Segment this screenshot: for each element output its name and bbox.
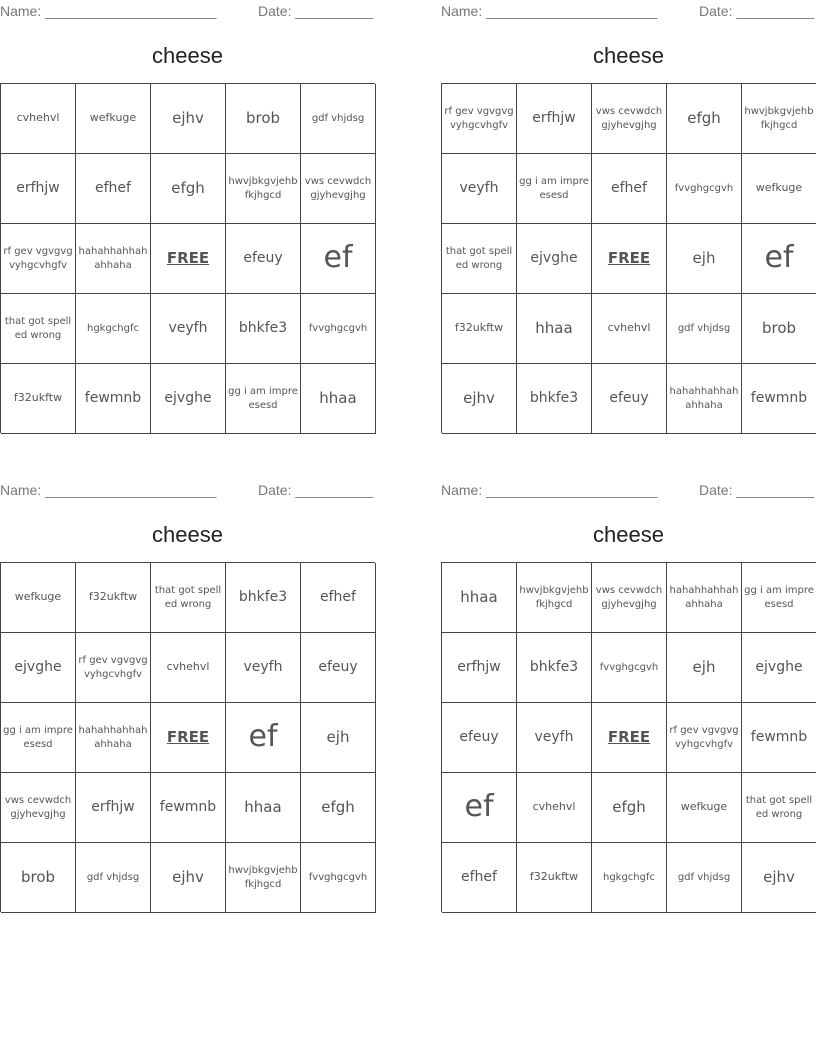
bingo-cell: ef (442, 773, 517, 843)
bingo-cell: fvvghgcgvh (592, 633, 667, 703)
bingo-card (441, 0, 816, 440)
bingo-cell: cvhehvl (151, 633, 226, 703)
bingo-cell: efhef (442, 843, 517, 913)
bingo-cell: rf gev vgvgvgvyhgcvhgfv (1, 224, 76, 294)
bingo-cell: hhaa (517, 294, 592, 364)
bingo-cell: vws cevwdchgjyhevgjhg (592, 84, 667, 154)
bingo-cell: fewmnb (742, 364, 816, 434)
bingo-cell: ejh (667, 633, 742, 703)
bingo-card (0, 0, 376, 440)
bingo-grid (441, 83, 816, 433)
bingo-cell: fewmnb (76, 364, 151, 434)
bingo-cell: ejhv (742, 843, 816, 913)
bingo-cell: gdf vhjdsg (301, 84, 376, 154)
bingo-cell: veyfh (226, 633, 301, 703)
bingo-cell: hwvjbkgvjehbfkjhgcd (517, 563, 592, 633)
bingo-cell: vws cevwdchgjyhevgjhg (592, 563, 667, 633)
bingo-cell: brob (742, 294, 816, 364)
bingo-cell: fvvghgcgvh (301, 294, 376, 364)
bingo-cell: erfhjw (517, 84, 592, 154)
bingo-cell: rf gev vgvgvgvyhgcvhgfv (442, 84, 517, 154)
bingo-grid (0, 83, 375, 433)
bingo-cell: efhef (76, 154, 151, 224)
free-space: FREE (592, 703, 667, 773)
bingo-cell: efhef (592, 154, 667, 224)
bingo-cell: f32ukftw (76, 563, 151, 633)
bingo-cell: hahahhahhahahhaha (667, 364, 742, 434)
bingo-card (0, 479, 376, 919)
bingo-cell: gdf vhjdsg (667, 843, 742, 913)
bingo-cell: ejvghe (1, 633, 76, 703)
bingo-cell: cvhehvl (517, 773, 592, 843)
bingo-cell: veyfh (517, 703, 592, 773)
card-title: cheese (152, 43, 223, 68)
date-field-label: Date: __________ (699, 3, 815, 19)
card-title: cheese (152, 522, 223, 547)
bingo-cell: efeuy (592, 364, 667, 434)
bingo-cell: efgh (151, 154, 226, 224)
bingo-card (441, 479, 816, 919)
bingo-cell: rf gev vgvgvgvyhgcvhgfv (667, 703, 742, 773)
bingo-cell: hahahhahhahahhaha (667, 563, 742, 633)
bingo-cell: wefkuge (742, 154, 816, 224)
bingo-cell: fvvghgcgvh (667, 154, 742, 224)
bingo-cell: hahahhahhahahhaha (76, 224, 151, 294)
bingo-cell: efgh (592, 773, 667, 843)
name-field-label: Name: ______________________ (0, 3, 217, 19)
bingo-cell: hwvjbkgvjehbfkjhgcd (226, 154, 301, 224)
card-title: cheese (593, 522, 664, 547)
date-field-label: Date: __________ (258, 482, 374, 498)
bingo-grid (0, 562, 375, 912)
bingo-cell: ejvghe (517, 224, 592, 294)
bingo-cell: fewmnb (151, 773, 226, 843)
bingo-cell: that got spelled wrong (742, 773, 816, 843)
bingo-cell: hhaa (226, 773, 301, 843)
bingo-cell: hhaa (301, 364, 376, 434)
bingo-cell: erfhjw (442, 633, 517, 703)
bingo-cell: efhef (301, 563, 376, 633)
bingo-cell: bhkfe3 (517, 364, 592, 434)
bingo-cell: efgh (301, 773, 376, 843)
bingo-cell: hgkgchgfc (76, 294, 151, 364)
bingo-cell: ejhv (151, 843, 226, 913)
bingo-cell: that got spelled wrong (151, 563, 226, 633)
bingo-cell: brob (1, 843, 76, 913)
bingo-cell: ejvghe (742, 633, 816, 703)
card-title: cheese (593, 43, 664, 68)
bingo-cell: cvhehvl (1, 84, 76, 154)
bingo-cell: erfhjw (76, 773, 151, 843)
bingo-cell: hhaa (442, 563, 517, 633)
free-space: FREE (592, 224, 667, 294)
bingo-cell: hgkgchgfc (592, 843, 667, 913)
date-field-label: Date: __________ (258, 3, 374, 19)
bingo-cell: bhkfe3 (226, 563, 301, 633)
bingo-cell: wefkuge (1, 563, 76, 633)
bingo-cell: fvvghgcgvh (301, 843, 376, 913)
bingo-cell: efeuy (301, 633, 376, 703)
bingo-cell: efeuy (442, 703, 517, 773)
bingo-cell: gg i am impreesesd (226, 364, 301, 434)
bingo-cell: efeuy (226, 224, 301, 294)
bingo-cell: ef (742, 224, 816, 294)
bingo-cell: erfhjw (1, 154, 76, 224)
bingo-cell: wefkuge (667, 773, 742, 843)
bingo-cell: bhkfe3 (226, 294, 301, 364)
bingo-cell: gg i am impreesesd (1, 703, 76, 773)
name-field-label: Name: ______________________ (441, 482, 658, 498)
bingo-cell: ejvghe (151, 364, 226, 434)
bingo-cell: that got spelled wrong (1, 294, 76, 364)
bingo-cell: gg i am impreesesd (517, 154, 592, 224)
bingo-cell: bhkfe3 (517, 633, 592, 703)
bingo-cell: vws cevwdchgjyhevgjhg (301, 154, 376, 224)
bingo-cell: ef (301, 224, 376, 294)
bingo-cell: gdf vhjdsg (667, 294, 742, 364)
bingo-cell: vws cevwdchgjyhevgjhg (1, 773, 76, 843)
bingo-cell: f32ukftw (1, 364, 76, 434)
bingo-cell: gdf vhjdsg (76, 843, 151, 913)
bingo-cell: ef (226, 703, 301, 773)
bingo-cell: wefkuge (76, 84, 151, 154)
bingo-cell: that got spelled wrong (442, 224, 517, 294)
bingo-grid (441, 562, 816, 912)
bingo-cell: brob (226, 84, 301, 154)
bingo-cell: ejh (301, 703, 376, 773)
bingo-cell: gg i am impreesesd (742, 563, 816, 633)
bingo-cell: hwvjbkgvjehbfkjhgcd (226, 843, 301, 913)
bingo-cell: f32ukftw (517, 843, 592, 913)
bingo-cell: cvhehvl (592, 294, 667, 364)
bingo-cell: fewmnb (742, 703, 816, 773)
bingo-cell: veyfh (442, 154, 517, 224)
free-space: FREE (151, 703, 226, 773)
bingo-cell: efgh (667, 84, 742, 154)
bingo-cell: rf gev vgvgvgvyhgcvhgfv (76, 633, 151, 703)
name-field-label: Name: ______________________ (0, 482, 217, 498)
name-field-label: Name: ______________________ (441, 3, 658, 19)
bingo-cell: hwvjbkgvjehbfkjhgcd (742, 84, 816, 154)
bingo-cell: ejhv (151, 84, 226, 154)
free-space: FREE (151, 224, 226, 294)
bingo-cell: hahahhahhahahhaha (76, 703, 151, 773)
bingo-cell: ejhv (442, 364, 517, 434)
bingo-cell: f32ukftw (442, 294, 517, 364)
bingo-cell: ejh (667, 224, 742, 294)
bingo-cell: veyfh (151, 294, 226, 364)
date-field-label: Date: __________ (699, 482, 815, 498)
